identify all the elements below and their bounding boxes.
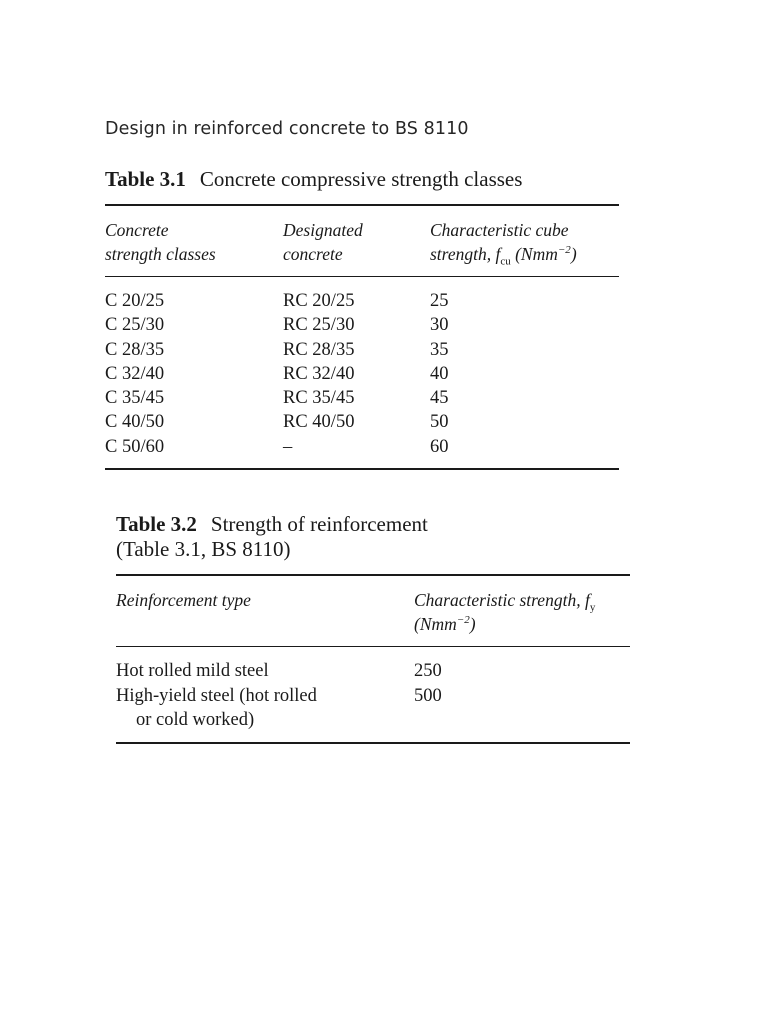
unit-text: (Nmm — [414, 614, 457, 634]
table-cell: C 32/40 — [105, 363, 165, 384]
table-cell: 250 — [414, 661, 442, 681]
header-line: Characteristic cube — [430, 220, 569, 240]
fy-subscript: y — [589, 601, 596, 614]
running-head: Design in reinforced concrete to BS 8110 — [105, 119, 469, 139]
header-line — [414, 612, 595, 636]
header-line — [430, 242, 577, 266]
fcu-subscript: cu — [500, 255, 511, 268]
table-3-2-header-type — [116, 588, 251, 612]
unit-text: (Nmm — [515, 244, 558, 264]
table-cell: 35 — [430, 339, 449, 360]
header-line: Concrete — [105, 220, 169, 240]
table-cell: 25 — [430, 291, 449, 311]
table-3-2-top-rule — [116, 574, 630, 576]
table-3-2-title-line — [116, 512, 428, 537]
header-line: Designated — [283, 220, 363, 240]
unit-close: ) — [469, 614, 476, 634]
table-3-2-title: Strength of reinforcement — [210, 512, 428, 536]
table-cell: C 25/30 — [105, 315, 165, 336]
table-cell: RC 25/30 — [283, 315, 355, 336]
table-cell: High-yield steel (hot rolled — [116, 685, 317, 706]
table-cell: 500 — [414, 685, 442, 706]
table-cell: RC 28/35 — [283, 339, 355, 360]
table-cell: C 50/60 — [105, 436, 165, 457]
table-3-2-caption — [116, 512, 428, 562]
table-3-1-col-designated — [283, 289, 354, 459]
table-3-1-header-strength-class — [105, 218, 216, 266]
table-3-1-number: Table 3.1 — [105, 167, 186, 191]
header-text: strength, f — [430, 244, 501, 264]
table-3-1-title: Concrete compressive strength classes — [199, 167, 523, 191]
table-3-1-col-strength-class — [105, 289, 164, 459]
table-cell: RC 35/45 — [283, 388, 355, 409]
table-cell: 50 — [430, 412, 449, 433]
table-cell: or cold worked) — [136, 710, 255, 730]
table-cell: C 20/25 — [105, 291, 165, 311]
table-cell: 40 — [430, 363, 449, 384]
header-line: strength classes — [105, 244, 216, 264]
header-text: Characteristic strength, f — [414, 590, 590, 610]
table-3-2-bottom-rule — [116, 742, 630, 744]
unit-superscript: −2 — [557, 244, 571, 257]
table-cell: 45 — [430, 388, 449, 409]
unit-superscript: −2 — [456, 614, 470, 627]
table-cell: – — [283, 436, 293, 457]
table-cell: 30 — [430, 315, 449, 336]
table-3-1-top-rule — [105, 204, 619, 206]
table-cell: Hot rolled mild steel — [116, 661, 269, 681]
header-line: Reinforcement type — [116, 590, 251, 610]
table-3-2-subtitle: (Table 3.1, BS 8110) — [116, 537, 291, 561]
table-3-2-col-type — [116, 659, 317, 733]
table-cell: C 35/45 — [105, 388, 165, 409]
header-line: concrete — [283, 244, 343, 264]
table-cell: RC 40/50 — [283, 412, 355, 433]
table-3-2-header-rule — [116, 646, 630, 647]
table-3-1-col-fcu — [430, 289, 449, 459]
table-3-1-header-rule — [105, 276, 619, 277]
table-3-2-number: Table 3.2 — [116, 512, 197, 536]
table-3-2-header-fy — [414, 588, 595, 636]
table-cell: 60 — [430, 436, 449, 457]
table-cell: C 40/50 — [105, 412, 165, 433]
table-3-1-header-fcu — [430, 218, 577, 266]
table-3-1-header-designated — [283, 218, 363, 266]
table-cell: RC 32/40 — [283, 363, 355, 384]
table-3-2-col-fy — [414, 659, 442, 708]
table-cell: RC 20/25 — [283, 291, 355, 311]
table-cell: C 28/35 — [105, 339, 165, 360]
unit-close: ) — [570, 244, 577, 264]
table-3-1-caption — [105, 167, 522, 192]
header-line — [414, 588, 595, 612]
table-3-1-bottom-rule — [105, 468, 619, 470]
